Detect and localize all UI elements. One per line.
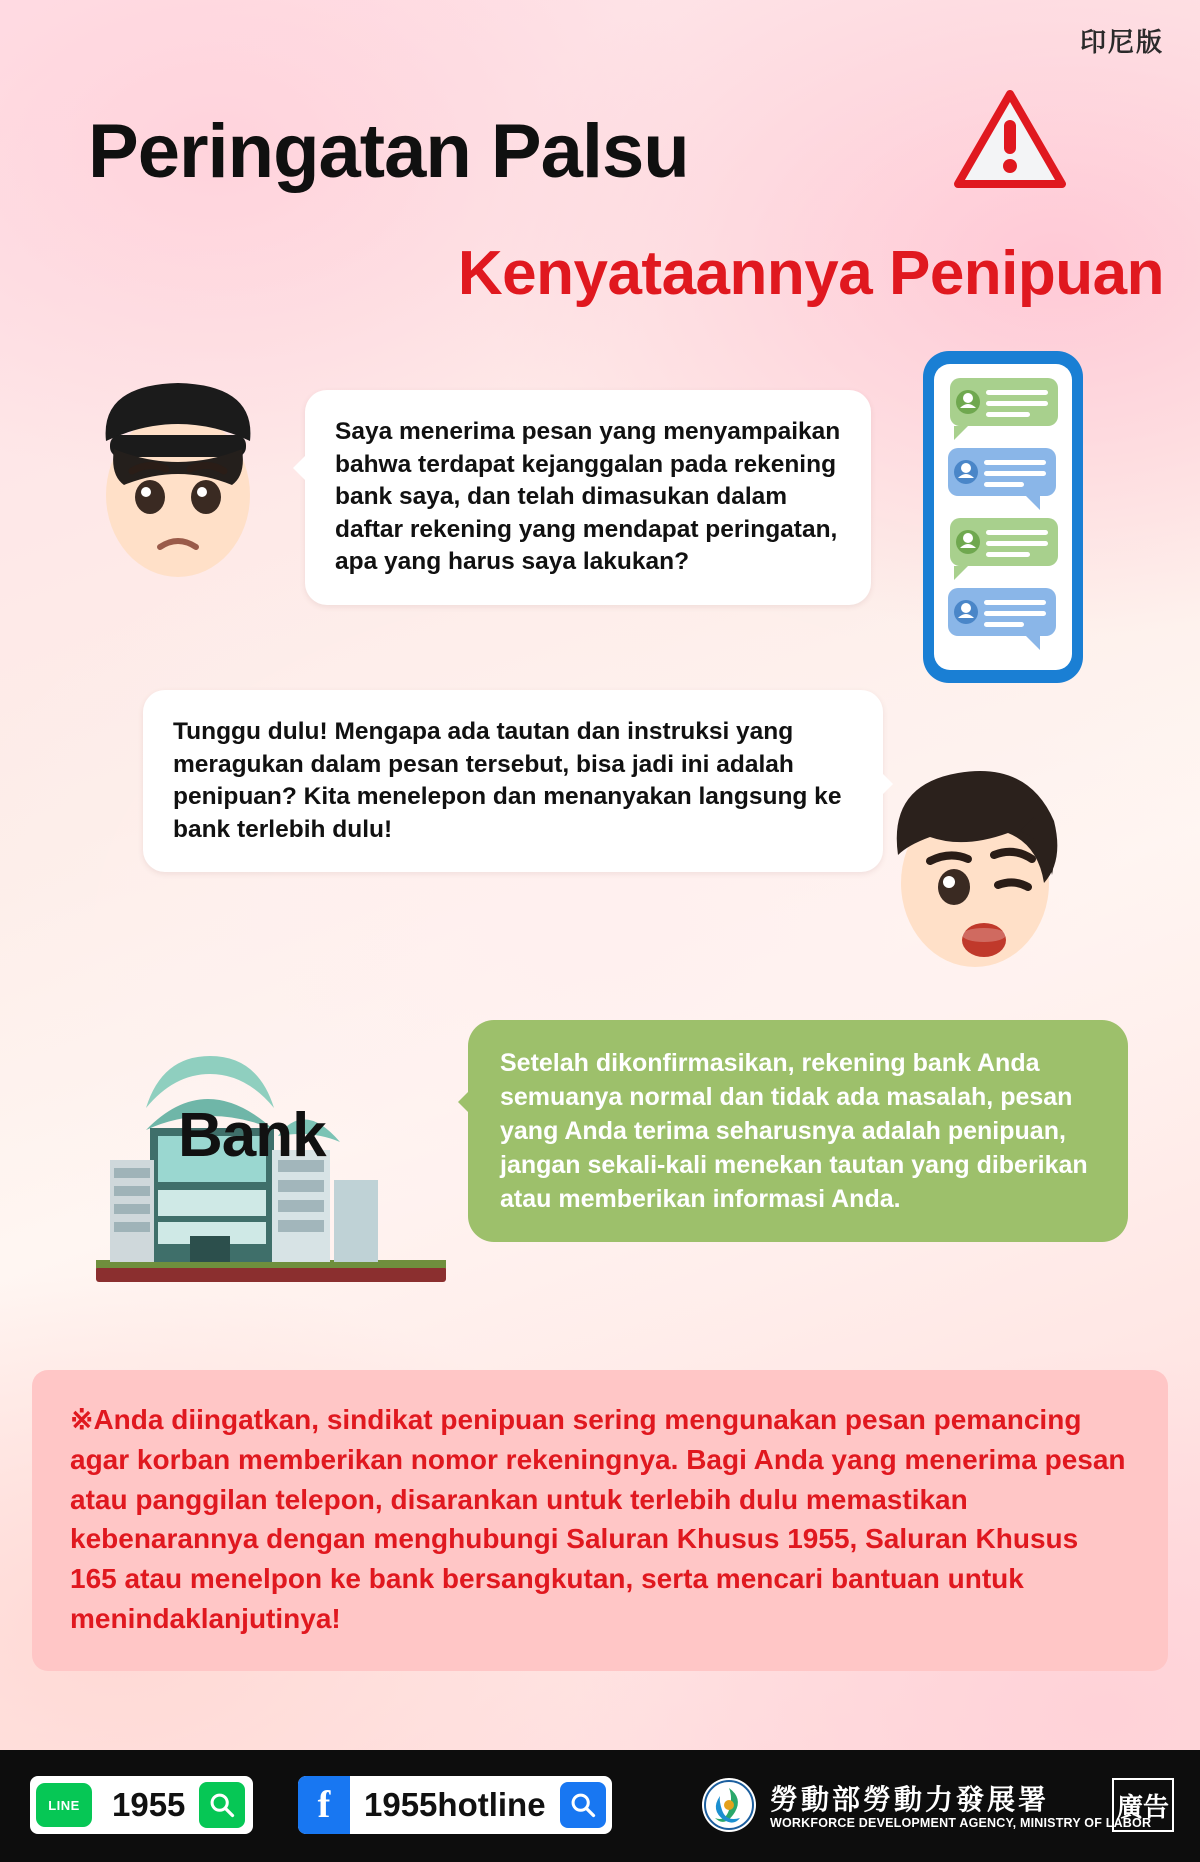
- facebook-icon: f: [298, 1776, 350, 1834]
- line-contact-chip[interactable]: [30, 1776, 253, 1834]
- agency-logo-icon: [700, 1776, 758, 1834]
- search-icon[interactable]: [199, 1782, 245, 1828]
- language-tag: 印尼版: [1079, 27, 1164, 57]
- speech-bubble-answer: Tunggu dulu! Mengapa ada tautan dan instruksi yang meragukan dalam pesan tersebut, bisa jadi ini adalah penipuan? Kita menelepon dan menanyakan langsung ke bank terlebih dulu!: [143, 690, 883, 872]
- smartphone-chat-icon: [920, 348, 1086, 686]
- footer-bar: [0, 1750, 1200, 1862]
- avatar-alert-man: [868, 735, 1082, 993]
- speech-bubble-question: Saya menerima pesan yang menyampaikan bahwa terdapat kejanggalan pada rekening bank saya, dan telah dimasukan dalam daftar rekening yang mendapat peringatan, apa yang harus saya lakukan?: [305, 390, 871, 605]
- advertisement-label: 廣告: [1112, 1778, 1174, 1832]
- agency-name-en: WORKFORCE DEVELOPMENT AGENCY, MINISTRY OF LABOR: [770, 1816, 1152, 1830]
- page-subtitle: Kenyataannya Penipuan: [457, 239, 1164, 308]
- page-title: Peringatan Palsu: [88, 109, 689, 194]
- avatar-worried-man: [80, 345, 276, 605]
- warning-triangle-icon: [952, 88, 1068, 192]
- notice-box: ※Anda diingatkan, sindikat penipuan sering mengunakan pesan pemancing agar korban memberikan nomor rekeningnya. Bagi Anda yang menerima pesan atau panggilan telepon, disarankan untuk terlebih dulu memastikan kebenarannya dengan menghubungi Saluran Khusus 1955, Saluran Khusus 165 atau menelpon ke bank bersangkutan, serta mencari bantuan untuk menindaklanjutinya!: [32, 1370, 1168, 1671]
- line-id-value: 1955: [112, 1786, 186, 1823]
- line-icon: LINE: [36, 1783, 92, 1827]
- search-icon-facebook[interactable]: [560, 1782, 606, 1828]
- speech-bubble-result: Setelah dikonfirmasikan, rekening bank Anda semuanya normal dan tidak ada masalah, pesan yang Anda terima seharusnya adalah penipuan, jangan sekali-kali menekan tautan yang diberikan atau memberikan informasi Anda.: [468, 1020, 1128, 1242]
- facebook-contact-chip[interactable]: [298, 1776, 612, 1834]
- bank-label: Bank: [178, 1101, 326, 1170]
- facebook-page-value: 1955hotline: [364, 1786, 546, 1823]
- agency-name-cn: 勞動部勞動力發展署: [770, 1784, 1050, 1815]
